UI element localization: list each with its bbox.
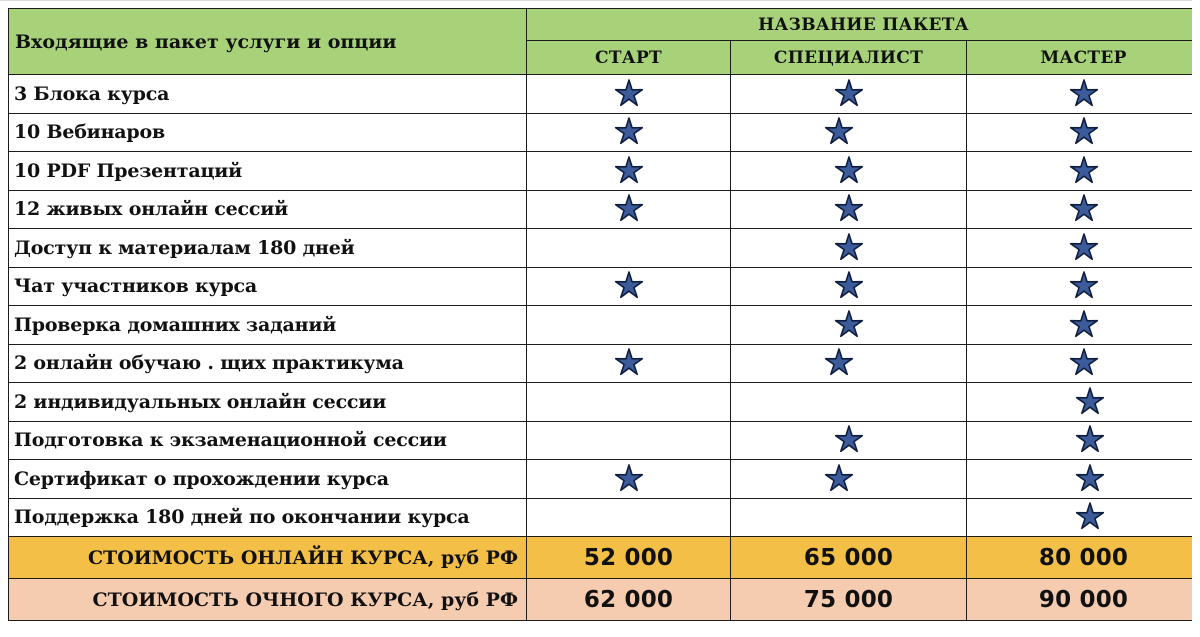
price-value-online-start: 52 000: [527, 537, 731, 579]
package-name-header: НАЗВАНИЕ ПАКЕТА: [527, 9, 1200, 41]
star-icon: [1069, 194, 1099, 224]
price-row-offline: [9, 579, 1200, 621]
feature-cell-master: [967, 190, 1200, 229]
star-icon: [834, 156, 864, 186]
star-icon: [834, 194, 864, 224]
feature-row: [9, 306, 1200, 345]
features-column-header: Входящие в пакет услуги и опции: [9, 9, 527, 75]
feature-cell-specialist: [731, 229, 967, 268]
star-icon: [1069, 156, 1099, 186]
price-value-offline-specialist: 75 000: [731, 579, 967, 621]
plan-header-master: МАСТЕР: [967, 41, 1200, 75]
feature-cell-master: [967, 113, 1200, 152]
star-icon: [834, 79, 864, 109]
star-icon: [614, 156, 644, 186]
star-icon: [1075, 502, 1105, 532]
sheet-right-margin: [1192, 0, 1200, 637]
feature-row: [9, 229, 1200, 268]
price-value-online-specialist: 65 000: [731, 537, 967, 579]
pricing-table: [8, 8, 1200, 621]
feature-row: [9, 421, 1200, 460]
feature-cell-specialist: [731, 460, 967, 499]
star-icon: [614, 271, 644, 301]
feature-row: [9, 113, 1200, 152]
feature-label: 10 Вебинаров: [9, 113, 527, 152]
star-icon: [1069, 79, 1099, 109]
feature-label: Доступ к материалам 180 дней: [9, 229, 527, 268]
feature-cell-start: [527, 75, 731, 114]
feature-cell-specialist: [731, 113, 967, 152]
feature-label: Поддержка 180 дней по окончании курса: [9, 498, 527, 537]
feature-row: [9, 498, 1200, 537]
price-label-online: СТОИМОСТЬ ОНЛАЙН КУРСА, руб РФ: [9, 537, 527, 579]
feature-cell-start: [527, 113, 731, 152]
feature-label: 12 живых онлайн сессий: [9, 190, 527, 229]
star-icon: [1069, 271, 1099, 301]
feature-label: 2 онлайн обучаю . щих практикума: [9, 344, 527, 383]
feature-cell-master: [967, 267, 1200, 306]
feature-cell-specialist: [731, 306, 967, 345]
feature-label: Чат участников курса: [9, 267, 527, 306]
feature-cell-master: [967, 344, 1200, 383]
feature-row: [9, 267, 1200, 306]
feature-cell-specialist: [731, 383, 967, 422]
feature-cell-specialist: [731, 267, 967, 306]
feature-label: 10 PDF Презентаций: [9, 152, 527, 191]
feature-label: Сертификат о прохождении курса: [9, 460, 527, 499]
plan-header-specialist: СПЕЦИАЛИСТ: [731, 41, 967, 75]
star-icon: [824, 117, 854, 147]
feature-cell-start: [527, 190, 731, 229]
star-icon: [834, 425, 864, 455]
feature-label: 2 индивидуальных онлайн сессии: [9, 383, 527, 422]
feature-cell-specialist: [731, 498, 967, 537]
feature-cell-start: [527, 306, 731, 345]
header-row-package: [9, 9, 1200, 41]
feature-cell-master: [967, 229, 1200, 268]
feature-cell-specialist: [731, 344, 967, 383]
feature-cell-start: [527, 498, 731, 537]
feature-cell-start: [527, 229, 731, 268]
feature-cell-start: [527, 460, 731, 499]
star-icon: [1075, 425, 1105, 455]
feature-label: Подготовка к экзаменационной сессии: [9, 421, 527, 460]
feature-row: [9, 75, 1200, 114]
feature-row: [9, 460, 1200, 499]
star-icon: [1075, 464, 1105, 494]
star-icon: [1069, 310, 1099, 340]
feature-cell-specialist: [731, 190, 967, 229]
star-icon: [834, 233, 864, 263]
star-icon: [824, 348, 854, 378]
star-icon: [1069, 233, 1099, 263]
feature-cell-master: [967, 383, 1200, 422]
feature-label: 3 Блока курса: [9, 75, 527, 114]
price-label-offline: СТОИМОСТЬ ОЧНОГО КУРСА, руб РФ: [9, 579, 527, 621]
star-icon: [614, 464, 644, 494]
price-value-online-master: 80 000: [967, 537, 1200, 579]
plan-header-start: СТАРТ: [527, 41, 731, 75]
feature-cell-specialist: [731, 421, 967, 460]
feature-cell-master: [967, 306, 1200, 345]
price-value-offline-start: 62 000: [527, 579, 731, 621]
feature-row: [9, 344, 1200, 383]
price-value-offline-master: 90 000: [967, 579, 1200, 621]
star-icon: [834, 310, 864, 340]
feature-cell-start: [527, 152, 731, 191]
star-icon: [614, 117, 644, 147]
feature-cell-master: [967, 421, 1200, 460]
star-icon: [834, 271, 864, 301]
feature-cell-start: [527, 421, 731, 460]
feature-cell-start: [527, 344, 731, 383]
price-row-online: [9, 537, 1200, 579]
feature-cell-master: [967, 460, 1200, 499]
feature-cell-start: [527, 383, 731, 422]
feature-row: [9, 190, 1200, 229]
feature-cell-specialist: [731, 75, 967, 114]
feature-cell-master: [967, 75, 1200, 114]
star-icon: [824, 464, 854, 494]
feature-cell-master: [967, 152, 1200, 191]
feature-label: Проверка домашних заданий: [9, 306, 527, 345]
star-icon: [1069, 117, 1099, 147]
star-icon: [614, 194, 644, 224]
star-icon: [614, 348, 644, 378]
star-icon: [1069, 348, 1099, 378]
feature-cell-specialist: [731, 152, 967, 191]
star-icon: [614, 79, 644, 109]
star-icon: [1075, 387, 1105, 417]
feature-row: [9, 383, 1200, 422]
feature-row: [9, 152, 1200, 191]
feature-cell-start: [527, 267, 731, 306]
feature-cell-master: [967, 498, 1200, 537]
